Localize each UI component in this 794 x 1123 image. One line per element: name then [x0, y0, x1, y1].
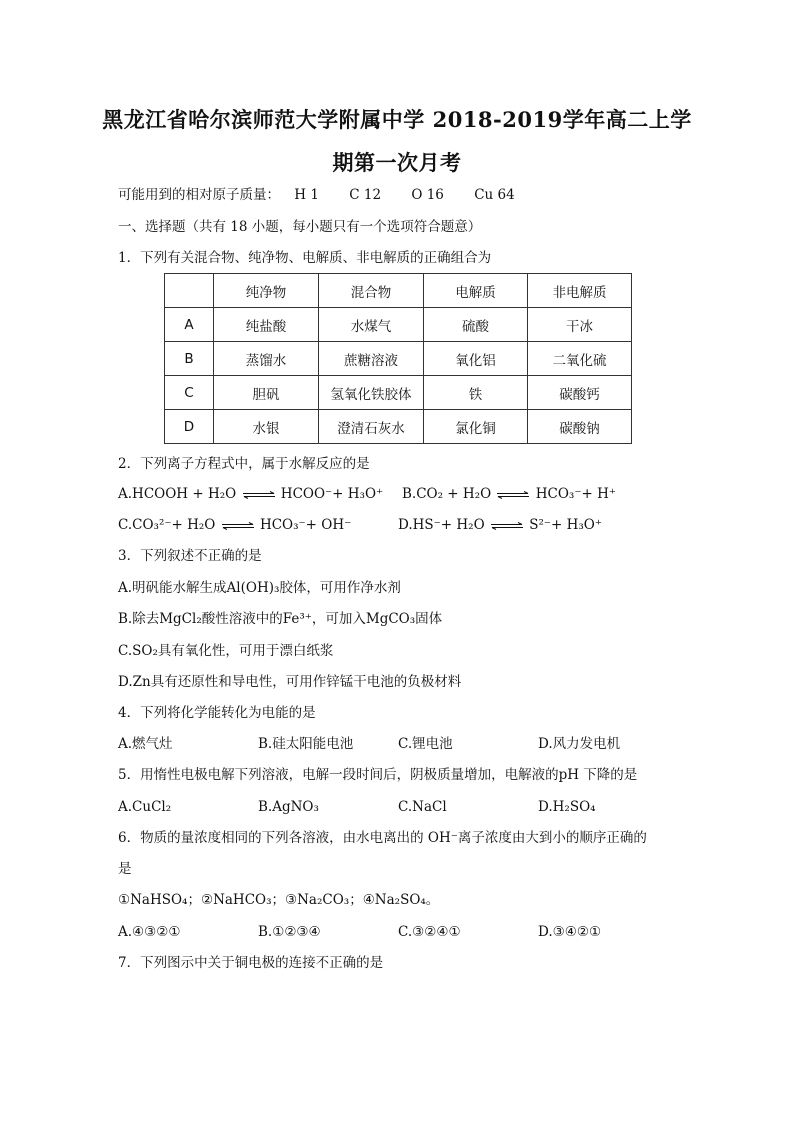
q2-c-reactants: C.CO₃²⁻+ H₂O [118, 517, 216, 533]
q2-option-d [398, 516, 602, 534]
table-cell: A [165, 308, 214, 342]
table-cell: 碳酸钙 [528, 376, 632, 410]
q6-option-c: C.③②④① [398, 924, 461, 940]
equilibrium-arrow-icon [242, 491, 276, 499]
q3-option-d: D.Zn具有还原性和导电性，可用作锌锰干电池的负极材料 [118, 674, 462, 690]
q6-option-b: B.①②③④ [258, 924, 321, 940]
q3-option-b: B.除去MgCl₂酸性溶液中的Fe³⁺，可加入MgCO₃固体 [118, 611, 443, 627]
atomic-mass-o: O 16 [411, 187, 444, 203]
table-cell: 干冰 [528, 308, 632, 342]
q2-b-products: HCO₃⁻+ H⁺ [535, 486, 616, 502]
q6-option-a: A.④③②① [118, 924, 181, 940]
atomic-mass-line [118, 186, 515, 204]
q4-option-a: A.燃气灶 [118, 736, 173, 752]
table-cell: 碳酸钠 [528, 410, 632, 444]
q6-option-d: D.③④②① [538, 924, 602, 940]
q5-stem: 5．用惰性电极电解下列溶液，电解一段时间后，阴极质量增加，电解液的pH 下降的是 [118, 767, 638, 783]
q2-d-reactants: D.HS⁻+ H₂O [398, 517, 485, 533]
table-cell: 蒸馏水 [214, 342, 319, 376]
atomic-mass-cu: Cu 64 [474, 187, 515, 203]
table-cell: 纯盐酸 [214, 308, 319, 342]
q4-option-b: B.硅太阳能电池 [258, 736, 354, 752]
q4-stem: 4．下列将化学能转化为电能的是 [118, 705, 316, 721]
table-cell: 混合物 [319, 274, 424, 308]
q2-a-products: HCOO⁻+ H₃O⁺ [280, 486, 384, 502]
q2-stem: 2．下列离子方程式中，属于水解反应的是 [118, 456, 370, 472]
equilibrium-arrow-icon [221, 522, 255, 530]
table-cell [165, 274, 214, 308]
section-heading: 一、选择题（共有 18 小题，每小题只有一个选项符合题意） [118, 219, 482, 235]
table-cell: 蔗糖溶液 [319, 342, 424, 376]
table-cell: 铁 [424, 376, 528, 410]
table-cell: 氧化铝 [424, 342, 528, 376]
q2-d-products: S²⁻+ H₃O⁺ [529, 517, 603, 533]
q4-option-c: C.锂电池 [398, 736, 453, 752]
table-cell: 二氧化硫 [528, 342, 632, 376]
table-cell: 电解质 [424, 274, 528, 308]
equilibrium-arrow-icon [496, 491, 530, 499]
q6-stem-line2: 是 [118, 861, 132, 877]
q2-c-products: HCO₃⁻+ OH⁻ [259, 517, 352, 533]
table-header-row [165, 274, 632, 308]
table-row [165, 410, 632, 444]
q5-option-c: C.NaCl [398, 799, 447, 815]
atomic-mass-label: 可能用到的相对原子质量： [118, 187, 280, 203]
table-cell: 氢氧化铁胶体 [319, 376, 424, 410]
table-cell: 纯净物 [214, 274, 319, 308]
table-cell: B [165, 342, 214, 376]
table-cell: 水煤气 [319, 308, 424, 342]
table-cell: 水银 [214, 410, 319, 444]
table-cell: 硫酸 [424, 308, 528, 342]
table-cell: D [165, 410, 214, 444]
q2-option-c [118, 516, 351, 534]
atomic-mass-c: C 12 [349, 187, 382, 203]
table-cell: 氯化铜 [424, 410, 528, 444]
table-cell: 澄清石灰水 [319, 410, 424, 444]
q1-table [164, 273, 632, 444]
q6-substance-list: ①NaHSO₄；②NaHCO₃；③Na₂CO₃；④Na₂SO₄。 [118, 892, 440, 908]
table-cell: C [165, 376, 214, 410]
table-row [165, 376, 632, 410]
q2-a-reactants: A.HCOOH + H₂O [118, 486, 237, 502]
table-cell: 胆矾 [214, 376, 319, 410]
atomic-mass-h: H 1 [294, 187, 319, 203]
page-title-line2: 期第一次月考 [332, 150, 462, 175]
q5-option-a: A.CuCl₂ [118, 799, 172, 815]
q6-stem-line1: 6．物质的量浓度相同的下列各溶液，由水电离出的 OH⁻离子浓度由大到小的顺序正确的 [118, 830, 647, 846]
table-row [165, 342, 632, 376]
q3-option-c: C.SO₂具有氧化性，可用于漂白纸浆 [118, 643, 334, 659]
q2-option-b [402, 485, 616, 503]
q2-b-reactants: B.CO₂ + H₂O [402, 486, 492, 502]
q3-option-a: A.明矾能水解生成Al(OH)₃胶体，可用作净水剂 [118, 580, 401, 596]
q5-option-d: D.H₂SO₄ [538, 799, 596, 815]
q2-option-a [118, 485, 383, 503]
table-row [165, 308, 632, 342]
table-cell: 非电解质 [528, 274, 632, 308]
equilibrium-arrow-icon [490, 522, 524, 530]
q3-stem: 3．下列叙述不正确的是 [118, 548, 262, 564]
q4-option-d: D.风力发电机 [538, 736, 621, 752]
q1-stem: 1．下列有关混合物、纯净物、电解质、非电解质的正确组合为 [118, 250, 492, 266]
q7-stem: 7．下列图示中关于铜电极的连接不正确的是 [118, 955, 384, 971]
page-title-line1: 黑龙江省哈尔滨师范大学附属中学 2018-2019学年高二上学 [102, 107, 692, 132]
q5-option-b: B.AgNO₃ [258, 799, 319, 815]
